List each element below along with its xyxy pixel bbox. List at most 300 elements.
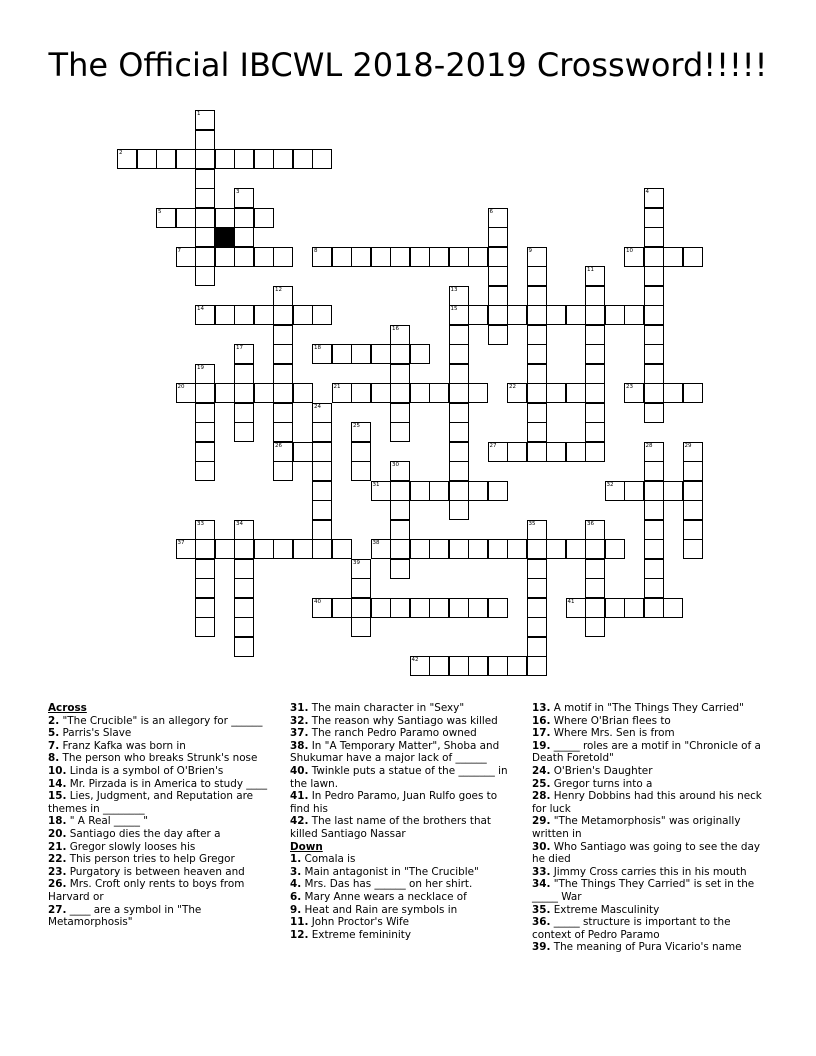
grid-cell[interactable] (351, 559, 371, 579)
grid-cell[interactable] (663, 598, 683, 618)
grid-cell[interactable] (371, 481, 391, 501)
grid-cell[interactable] (390, 383, 410, 403)
grid-cell[interactable] (468, 383, 488, 403)
grid-cell[interactable] (449, 286, 469, 306)
clue (290, 929, 515, 942)
clue (290, 878, 515, 891)
grid-cell[interactable] (390, 500, 410, 520)
grid-cell[interactable] (644, 403, 664, 423)
grid-cell[interactable] (644, 442, 664, 462)
grid-cell[interactable] (546, 539, 566, 559)
grid-cell[interactable] (195, 442, 215, 462)
grid-cell[interactable] (176, 149, 196, 169)
grid-cell[interactable] (449, 500, 469, 520)
grid-cell[interactable] (449, 364, 469, 384)
clue-number: 18 (314, 345, 321, 351)
grid-cell[interactable] (644, 305, 664, 325)
grid-cell[interactable] (195, 383, 215, 403)
grid-cell[interactable] (468, 481, 488, 501)
grid-cell[interactable] (234, 364, 254, 384)
grid-cell[interactable] (644, 539, 664, 559)
grid-cell[interactable] (195, 539, 215, 559)
grid-cell[interactable] (312, 500, 332, 520)
grid-cell[interactable] (644, 208, 664, 228)
grid-cell[interactable] (527, 422, 547, 442)
clue-text: _____ roles are a motif in "Chronicle of a Death Foretold" (532, 739, 761, 765)
grid-cell[interactable] (585, 286, 605, 306)
grid-cell[interactable] (449, 305, 469, 325)
grid-cell[interactable] (585, 325, 605, 345)
grid-cell[interactable] (644, 520, 664, 540)
grid-cell[interactable] (585, 559, 605, 579)
grid-cell[interactable] (390, 539, 410, 559)
grid-cell[interactable] (527, 286, 547, 306)
grid-cell[interactable] (605, 539, 625, 559)
grid-cell[interactable] (683, 383, 703, 403)
grid-cell[interactable] (488, 656, 508, 676)
grid-cell[interactable] (312, 403, 332, 423)
grid-cell[interactable] (234, 305, 254, 325)
grid-cell[interactable] (195, 617, 215, 637)
grid-cell[interactable] (176, 208, 196, 228)
grid-cell[interactable] (527, 598, 547, 618)
grid-cell[interactable] (176, 383, 196, 403)
grid-cell[interactable] (156, 149, 176, 169)
grid-cell[interactable] (527, 617, 547, 637)
grid-cell[interactable] (351, 247, 371, 267)
grid-cell[interactable] (644, 559, 664, 579)
grid-cell[interactable] (293, 305, 313, 325)
grid-cell[interactable] (585, 578, 605, 598)
grid-cell[interactable] (234, 227, 254, 247)
grid-cell[interactable] (390, 422, 410, 442)
grid-cell[interactable] (273, 247, 293, 267)
grid-cell[interactable] (351, 344, 371, 364)
grid-cell[interactable] (254, 247, 274, 267)
grid-cell[interactable] (195, 227, 215, 247)
clue-number: 19 (197, 364, 204, 371)
grid-cell[interactable] (371, 598, 391, 618)
grid-cell[interactable] (624, 481, 644, 501)
black-cell (215, 227, 235, 247)
grid-cell[interactable] (254, 208, 274, 228)
grid-cell[interactable] (429, 656, 449, 676)
grid-cell[interactable] (273, 305, 293, 325)
grid-cell[interactable] (293, 442, 313, 462)
grid-cell[interactable] (195, 520, 215, 540)
grid-cell[interactable] (390, 247, 410, 267)
grid-cell[interactable] (312, 422, 332, 442)
grid-cell[interactable] (566, 305, 586, 325)
grid-cell[interactable] (488, 266, 508, 286)
grid-cell[interactable] (683, 481, 703, 501)
grid-cell[interactable] (312, 598, 332, 618)
grid-cell[interactable] (195, 149, 215, 169)
grid-cell[interactable] (351, 422, 371, 442)
grid-cell[interactable] (312, 344, 332, 364)
grid-cell[interactable] (410, 539, 430, 559)
grid-cell[interactable] (312, 247, 332, 267)
clue (48, 765, 280, 778)
grid-cell[interactable] (527, 637, 547, 657)
grid-cell[interactable] (234, 617, 254, 637)
grid-cell[interactable] (488, 481, 508, 501)
grid-cell[interactable] (644, 364, 664, 384)
grid-cell[interactable] (527, 559, 547, 579)
grid-cell[interactable] (312, 305, 332, 325)
grid-cell[interactable] (156, 208, 176, 228)
grid-cell[interactable] (527, 442, 547, 462)
grid-cell[interactable] (176, 247, 196, 267)
grid-cell[interactable] (273, 344, 293, 364)
grid-cell[interactable] (488, 325, 508, 345)
grid-cell[interactable] (507, 383, 527, 403)
clue-number: 27 (489, 442, 497, 449)
grid-cell[interactable] (390, 364, 410, 384)
grid-cell[interactable] (624, 305, 644, 325)
grid-cell[interactable] (683, 442, 703, 462)
grid-cell[interactable] (663, 383, 683, 403)
grid-cell[interactable] (293, 539, 313, 559)
grid-cell[interactable] (234, 188, 254, 208)
grid-cell[interactable] (273, 442, 293, 462)
clue (290, 853, 515, 866)
grid-cell[interactable] (449, 403, 469, 423)
grid-cell[interactable] (429, 383, 449, 403)
grid-cell[interactable] (546, 442, 566, 462)
grid-cell[interactable] (527, 325, 547, 345)
clue (48, 790, 280, 815)
grid-cell[interactable] (234, 598, 254, 618)
grid-cell[interactable] (644, 461, 664, 481)
grid-cell[interactable] (254, 539, 274, 559)
grid-cell[interactable] (585, 344, 605, 364)
grid-cell[interactable] (371, 383, 391, 403)
grid-cell[interactable] (566, 383, 586, 403)
clue-label: 21. (48, 840, 67, 853)
grid-cell[interactable] (644, 481, 664, 501)
grid-cell[interactable] (312, 481, 332, 501)
grid-cell[interactable] (117, 149, 137, 169)
grid-cell[interactable] (429, 539, 449, 559)
grid-cell[interactable] (332, 383, 352, 403)
grid-cell[interactable] (215, 149, 235, 169)
grid-cell[interactable] (683, 247, 703, 267)
grid-cell[interactable] (585, 383, 605, 403)
grid-cell[interactable] (683, 520, 703, 540)
grid-cell[interactable] (449, 247, 469, 267)
grid-cell[interactable] (351, 461, 371, 481)
grid-cell[interactable] (371, 539, 391, 559)
clue-label: 24. (532, 764, 551, 777)
grid-cell[interactable] (176, 539, 196, 559)
grid-cell[interactable] (507, 539, 527, 559)
grid-cell[interactable] (195, 403, 215, 423)
grid-cell[interactable] (644, 578, 664, 598)
clue (48, 841, 280, 854)
grid-cell[interactable] (195, 461, 215, 481)
grid-cell[interactable] (527, 403, 547, 423)
grid-cell[interactable] (234, 520, 254, 540)
grid-cell[interactable] (527, 520, 547, 540)
grid-cell[interactable] (566, 539, 586, 559)
grid-cell[interactable] (351, 442, 371, 462)
grid-cell[interactable] (449, 481, 469, 501)
grid-cell[interactable] (410, 247, 430, 267)
grid-cell[interactable] (234, 344, 254, 364)
grid-cell[interactable] (644, 325, 664, 345)
clue-text: This person tries to help Gregor (66, 853, 235, 866)
grid-cell[interactable] (312, 149, 332, 169)
clue (48, 904, 280, 929)
grid-cell[interactable] (449, 539, 469, 559)
grid-cell[interactable] (234, 247, 254, 267)
grid-cell[interactable] (195, 130, 215, 150)
grid-cell[interactable] (507, 656, 527, 676)
grid-cell[interactable] (195, 305, 215, 325)
grid-cell[interactable] (351, 578, 371, 598)
clue-label: 12. (290, 928, 309, 941)
grid-cell[interactable] (644, 227, 664, 247)
clue-number: 33 (197, 520, 204, 527)
grid-cell[interactable] (273, 403, 293, 423)
grid-cell[interactable] (468, 247, 488, 267)
grid-cell[interactable] (488, 442, 508, 462)
clue (532, 815, 772, 840)
grid-cell[interactable] (585, 266, 605, 286)
grid-cell[interactable] (644, 383, 664, 403)
grid-cell[interactable] (449, 344, 469, 364)
grid-cell[interactable] (488, 247, 508, 267)
grid-cell[interactable] (273, 422, 293, 442)
grid-cell[interactable] (195, 169, 215, 189)
grid-cell[interactable] (195, 598, 215, 618)
grid-cell[interactable] (449, 442, 469, 462)
grid-cell[interactable] (488, 598, 508, 618)
grid-cell[interactable] (585, 305, 605, 325)
grid-cell[interactable] (332, 344, 352, 364)
grid-cell[interactable] (351, 383, 371, 403)
grid-cell[interactable] (546, 305, 566, 325)
grid-cell[interactable] (234, 637, 254, 657)
grid-cell[interactable] (507, 305, 527, 325)
grid-cell[interactable] (644, 266, 664, 286)
grid-cell[interactable] (488, 305, 508, 325)
grid-cell[interactable] (644, 247, 664, 267)
grid-cell[interactable] (390, 403, 410, 423)
grid-cell[interactable] (215, 208, 235, 228)
grid-cell[interactable] (312, 442, 332, 462)
grid-cell[interactable] (390, 481, 410, 501)
clue-label: 14. (48, 777, 67, 790)
grid-cell[interactable] (449, 598, 469, 618)
grid-cell[interactable] (312, 461, 332, 481)
grid-cell[interactable] (449, 325, 469, 345)
grid-cell[interactable] (410, 383, 430, 403)
grid-cell[interactable] (605, 305, 625, 325)
grid-cell[interactable] (215, 383, 235, 403)
grid-cell[interactable] (429, 598, 449, 618)
grid-cell[interactable] (429, 247, 449, 267)
grid-cell[interactable] (585, 422, 605, 442)
grid-cell[interactable] (449, 656, 469, 676)
grid-cell[interactable] (566, 442, 586, 462)
grid-cell[interactable] (468, 598, 488, 618)
clue-number: 34 (236, 520, 243, 527)
grid-cell[interactable] (449, 383, 469, 403)
grid-cell[interactable] (663, 247, 683, 267)
grid-cell[interactable] (410, 344, 430, 364)
grid-cell[interactable] (195, 247, 215, 267)
grid-cell[interactable] (254, 305, 274, 325)
grid-cell[interactable] (527, 305, 547, 325)
grid-cell[interactable] (234, 539, 254, 559)
grid-cell[interactable] (371, 247, 391, 267)
grid-cell[interactable] (605, 598, 625, 618)
grid-cell[interactable] (195, 266, 215, 286)
grid-cell[interactable] (644, 500, 664, 520)
grid-cell[interactable] (644, 286, 664, 306)
grid-cell[interactable] (312, 539, 332, 559)
grid-cell[interactable] (273, 286, 293, 306)
grid-cell[interactable] (585, 442, 605, 462)
grid-cell[interactable] (488, 286, 508, 306)
grid-cell[interactable] (468, 656, 488, 676)
grid-cell[interactable] (527, 656, 547, 676)
clue (48, 828, 280, 841)
grid-cell[interactable] (585, 617, 605, 637)
grid-cell[interactable] (234, 383, 254, 403)
grid-cell[interactable] (663, 481, 683, 501)
grid-cell[interactable] (195, 364, 215, 384)
grid-cell[interactable] (644, 188, 664, 208)
grid-cell[interactable] (195, 110, 215, 130)
clue (48, 878, 280, 903)
grid-cell[interactable] (624, 247, 644, 267)
clue-text: Main antagonist in "The Crucible" (301, 865, 479, 878)
grid-cell[interactable] (195, 208, 215, 228)
grid-cell[interactable] (371, 344, 391, 364)
clue-text: The last name of the brothers that killed Santiago Nassar (290, 815, 491, 840)
clue (532, 778, 772, 791)
grid-cell[interactable] (390, 559, 410, 579)
grid-cell[interactable] (332, 247, 352, 267)
grid-cell[interactable] (468, 305, 488, 325)
grid-cell[interactable] (254, 149, 274, 169)
grid-cell[interactable] (527, 383, 547, 403)
grid-cell[interactable] (273, 383, 293, 403)
grid-cell[interactable] (429, 481, 449, 501)
grid-cell[interactable] (273, 149, 293, 169)
grid-cell[interactable] (585, 520, 605, 540)
grid-cell[interactable] (410, 656, 430, 676)
grid-cell[interactable] (624, 383, 644, 403)
grid-cell[interactable] (546, 383, 566, 403)
clue (48, 778, 280, 791)
grid-cell[interactable] (390, 325, 410, 345)
grid-cell[interactable] (390, 461, 410, 481)
grid-cell[interactable] (527, 344, 547, 364)
clue-number: 32 (606, 481, 614, 488)
grid-cell[interactable] (468, 539, 488, 559)
grid-cell[interactable] (351, 617, 371, 637)
grid-cell[interactable] (234, 559, 254, 579)
grid-cell[interactable] (585, 403, 605, 423)
grid-cell[interactable] (410, 481, 430, 501)
clue-text: "The Things They Carried" is set in the _____ War (532, 878, 755, 903)
grid-cell[interactable] (351, 598, 371, 618)
grid-cell[interactable] (215, 305, 235, 325)
grid-cell[interactable] (390, 598, 410, 618)
grid-cell[interactable] (293, 383, 313, 403)
grid-cell[interactable] (195, 188, 215, 208)
grid-cell[interactable] (390, 520, 410, 540)
grid-cell[interactable] (449, 461, 469, 481)
grid-cell[interactable] (137, 149, 157, 169)
grid-cell[interactable] (312, 520, 332, 540)
clue-number: 15 (450, 306, 458, 312)
clue-label: 1. (290, 853, 302, 866)
grid-cell[interactable] (293, 149, 313, 169)
grid-cell[interactable] (644, 344, 664, 364)
grid-cell[interactable] (410, 598, 430, 618)
grid-cell[interactable] (488, 539, 508, 559)
grid-cell[interactable] (527, 364, 547, 384)
grid-cell[interactable] (527, 266, 547, 286)
clue-text: In Pedro Paramo, Juan Rulfo goes to find his (290, 790, 498, 815)
grid-cell[interactable] (527, 247, 547, 267)
grid-cell[interactable] (683, 461, 703, 481)
clue-label: 29. (532, 815, 551, 828)
grid-cell[interactable] (195, 559, 215, 579)
grid-cell[interactable] (683, 539, 703, 559)
grid-cell[interactable] (234, 422, 254, 442)
grid-cell[interactable] (488, 227, 508, 247)
grid-cell[interactable] (644, 598, 664, 618)
grid-cell[interactable] (254, 383, 274, 403)
grid-cell[interactable] (234, 208, 254, 228)
grid-cell[interactable] (683, 500, 703, 520)
grid-cell[interactable] (527, 578, 547, 598)
grid-cell[interactable] (585, 364, 605, 384)
grid-cell[interactable] (195, 422, 215, 442)
grid-cell[interactable] (273, 461, 293, 481)
grid-cell[interactable] (234, 578, 254, 598)
grid-cell[interactable] (624, 598, 644, 618)
grid-cell[interactable] (585, 539, 605, 559)
grid-cell[interactable] (234, 149, 254, 169)
grid-cell[interactable] (390, 344, 410, 364)
grid-cell[interactable] (605, 481, 625, 501)
grid-cell[interactable] (449, 422, 469, 442)
grid-cell[interactable] (332, 539, 352, 559)
grid-cell[interactable] (234, 403, 254, 423)
clue-number: 21 (333, 384, 341, 390)
grid-cell[interactable] (273, 325, 293, 345)
grid-cell[interactable] (585, 598, 605, 618)
grid-cell[interactable] (215, 247, 235, 267)
grid-cell[interactable] (527, 539, 547, 559)
grid-cell[interactable] (488, 208, 508, 228)
clue-label: 42. (290, 815, 309, 828)
grid-cell[interactable] (507, 442, 527, 462)
grid-cell[interactable] (332, 598, 352, 618)
grid-cell[interactable] (273, 364, 293, 384)
grid-cell[interactable] (273, 539, 293, 559)
grid-cell[interactable] (566, 598, 586, 618)
grid-cell[interactable] (215, 539, 235, 559)
grid-cell[interactable] (195, 578, 215, 598)
